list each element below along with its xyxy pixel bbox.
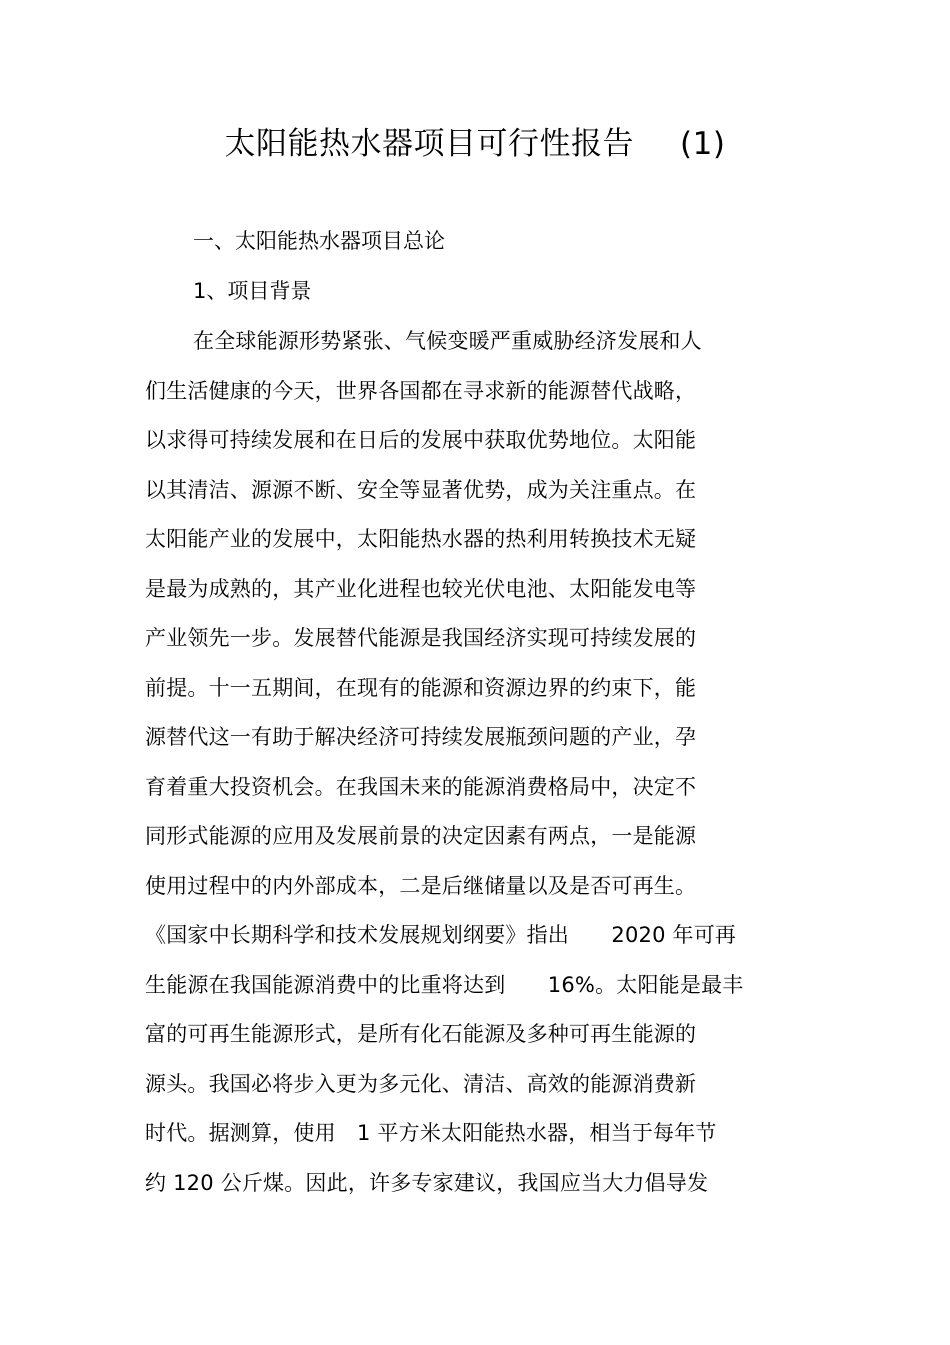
paragraph-line: 使用过程中的内外部成本，二是后继储量以及是否可再生。 bbox=[145, 873, 697, 898]
paragraph-line: 以求得可持续发展和在日后的发展中获取优势地位。太阳能 bbox=[145, 428, 697, 452]
paragraph-line: 产业领先一步。发展替代能源是我国经济实现可持续发展的 bbox=[145, 626, 697, 650]
document-title-number: (1) bbox=[680, 126, 726, 162]
paragraph-line: 富的可再生能源形式，是所有化石能源及多种可再生能源的 bbox=[145, 1022, 697, 1046]
paragraph-line: 同形式能源的应用及发展前景的决定因素有两点，一是能源 bbox=[145, 824, 697, 848]
paragraph-line: 生能源在我国能源消费中的比重将达到 16%。太阳能是最丰 bbox=[145, 972, 744, 997]
paragraph-line: 们生活健康的今天，世界各国都在寻求新的能源替代战略， bbox=[145, 378, 697, 403]
paragraph-line: 源头。我国必将步入更为多元化、清洁、高效的能源消费新 bbox=[145, 1071, 697, 1096]
paragraph-line: 以其清洁、源源不断、安全等显著优势，成为关注重点。在 bbox=[145, 477, 697, 502]
paragraph-line: 约 120 公斤煤。因此，许多专家建议，我国应当大力倡导发 bbox=[145, 1170, 709, 1195]
document-title bbox=[0, 122, 950, 166]
section-heading: 一、太阳能热水器项目总论 bbox=[193, 229, 445, 253]
document-title-text: 太阳能热水器项目可行性报告 bbox=[224, 126, 635, 162]
paragraph-line: 《国家中长期科学和技术发展规划纲要》指出 2020 年可再 bbox=[145, 923, 737, 947]
paragraph-body bbox=[145, 324, 825, 1215]
subsection-heading: 1、项目背景 bbox=[193, 279, 312, 303]
paragraph-line: 育着重大投资机会。在我国未来的能源消费格局中，决定不 bbox=[145, 774, 697, 799]
paragraph-line: 是最为成熟的，其产业化进程也较光伏电池、太阳能发电等 bbox=[145, 576, 697, 601]
paragraph-line: 时代。据测算，使用 1 平方米太阳能热水器，相当于每年节 bbox=[145, 1121, 717, 1145]
paragraph-line: 在全球能源形势紧张、气候变暖严重威胁经济发展和人 bbox=[193, 329, 702, 353]
paragraph-line: 太阳能产业的发展中，太阳能热水器的热利用转换技术无疑 bbox=[145, 527, 697, 551]
paragraph-line: 源替代这一有助于解决经济可持续发展瓶颈问题的产业，孕 bbox=[145, 725, 697, 749]
paragraph-line: 前提。十一五期间，在现有的能源和资源边界的约束下，能 bbox=[145, 675, 697, 700]
